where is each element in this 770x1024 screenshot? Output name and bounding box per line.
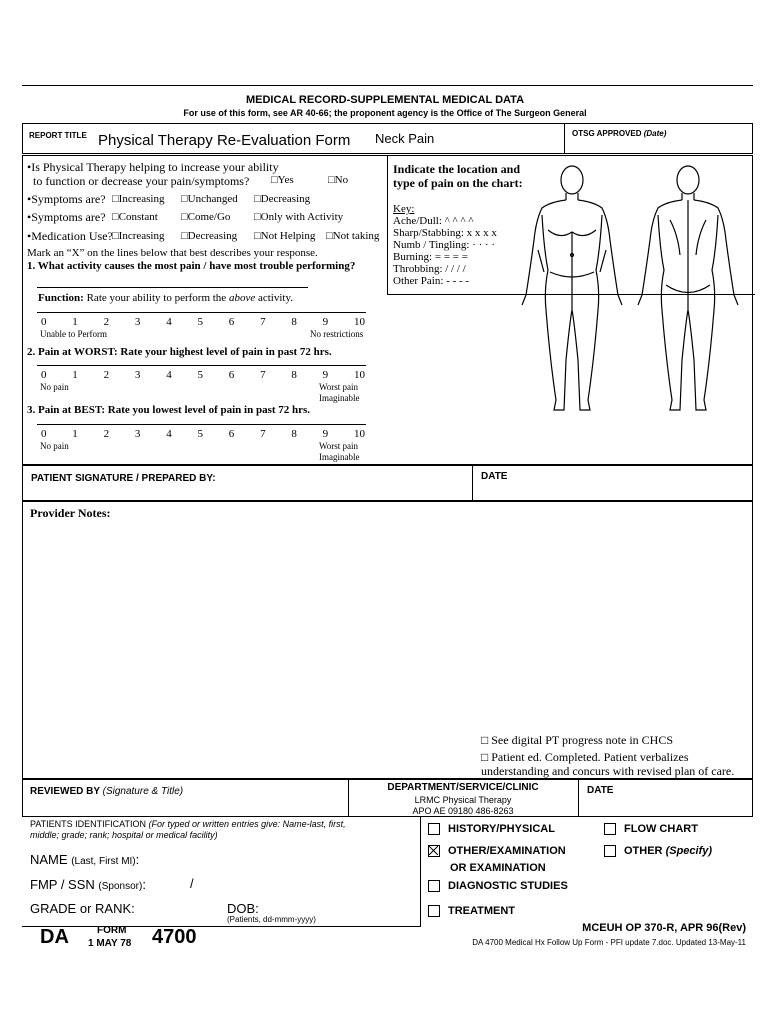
- flow-chart-label: FLOW CHART: [624, 823, 698, 835]
- history-physical-label: HISTORY/PHYSICAL: [448, 823, 555, 835]
- medication-not-helping[interactable]: □Not Helping: [254, 230, 316, 242]
- medication-not-taking[interactable]: □Not taking: [326, 230, 380, 242]
- symptoms-q2: •Symptoms are?: [27, 210, 106, 224]
- history-physical-checkbox[interactable]: [428, 823, 440, 835]
- key-burning: Burning: = = = =: [393, 251, 468, 263]
- question-1: 1. What activity causes the most pain / have most trouble performing?: [27, 260, 356, 272]
- reviewed-by-label: REVIEWED BY (Signature & Title): [30, 786, 184, 797]
- yes-option[interactable]: □Yes: [271, 174, 294, 186]
- patient-id-divider: [420, 817, 421, 927]
- reviewed-divider-2: [578, 779, 579, 817]
- checked-x-icon: [429, 846, 438, 855]
- worst-imaginable: Imaginable: [319, 393, 360, 403]
- treatment-checkbox[interactable]: [428, 905, 440, 917]
- form-label: FORM: [97, 925, 127, 936]
- body-front-figure: [522, 166, 622, 410]
- fmp-ssn-slash: /: [190, 876, 194, 891]
- dob-format: (Patients, dd-mmm-yyyy): [227, 915, 316, 924]
- key-title: Key:: [393, 203, 415, 215]
- worst-no-pain: No pain: [40, 382, 69, 392]
- question-2: 2. Pain at WORST: Rate your highest level of pain in past 72 hrs.: [27, 346, 332, 358]
- no-restrictions: No restrictions: [310, 329, 364, 339]
- symptoms-decreasing[interactable]: □Decreasing: [254, 193, 311, 205]
- key-divider-vertical: [387, 155, 388, 294]
- symptoms-constant[interactable]: □Constant: [112, 211, 158, 223]
- department-name: LRMC Physical Therapy: [414, 795, 512, 805]
- top-rule: [22, 85, 753, 86]
- pt-helping-line1: •Is Physical Therapy helping to increase your ability: [27, 160, 279, 174]
- form-subtitle: For use of this form, see AR 40-66; the proponent agency is the Office of The Surgeon General: [183, 108, 587, 118]
- signature-divider: [472, 465, 473, 501]
- symptoms-unchanged[interactable]: □Unchanged: [181, 193, 238, 205]
- medication-q: •Medication Use?: [27, 229, 113, 243]
- reviewed-date-label: DATE: [587, 785, 614, 796]
- mceuh-label: MCEUH OP 370-R, APR 96(Rev): [582, 922, 746, 934]
- da-label: DA: [40, 926, 69, 948]
- chart-instruction-line1: Indicate the location and: [393, 162, 521, 176]
- function-instruction: Function: Rate your ability to perform the above activity.: [38, 292, 293, 304]
- medication-decreasing[interactable]: □Decreasing: [181, 230, 238, 242]
- body-back-figure: [638, 166, 738, 410]
- department-label: DEPARTMENT/SERVICE/CLINIC: [387, 782, 539, 793]
- report-title-value[interactable]: Physical Therapy Re-Evaluation Form: [98, 132, 351, 149]
- best-worst-pain: Worst pain: [319, 441, 359, 451]
- other-specify-label: OTHER (Specify): [624, 845, 713, 857]
- report-title-label: REPORT TITLE: [29, 131, 87, 140]
- patients-id-note: middle; grade; rank; hospital or medical facility): [30, 830, 218, 840]
- form-number: 4700: [152, 926, 197, 948]
- symptoms-only-activity[interactable]: □Only with Activity: [254, 211, 344, 223]
- grade-rank-field[interactable]: GRADE or RANK:: [30, 901, 135, 916]
- form-date: 1 MAY 78: [88, 938, 132, 949]
- other-specify-checkbox[interactable]: [604, 845, 616, 857]
- diagnostic-studies-label: DIAGNOSTIC STUDIES: [448, 880, 568, 892]
- mark-x-instruction: Mark an “X” on the lines below that best describes your response.: [27, 247, 318, 259]
- condition-value[interactable]: Neck Pain: [375, 131, 435, 146]
- patient-ed-line2: understanding and concurs with revised plan of care.: [481, 764, 735, 778]
- or-examination-label: OR EXAMINATION: [450, 862, 546, 874]
- report-title-divider: [564, 123, 565, 154]
- unable-to-perform: Unable to Perform: [40, 329, 107, 339]
- otsg-approved-label: OTSG APPROVED (Date): [572, 129, 667, 138]
- flow-chart-checkbox[interactable]: [604, 823, 616, 835]
- best-scale: 0 1 2 3 4 5 6 7 8 9 10: [41, 428, 365, 440]
- symptoms-come-go[interactable]: □Come/Go: [181, 211, 231, 223]
- q1-answer-line[interactable]: [37, 287, 308, 288]
- diagnostic-studies-checkbox[interactable]: [428, 880, 440, 892]
- patient-signature-label: PATIENT SIGNATURE / PREPARED BY:: [31, 473, 216, 484]
- chcs-checkbox[interactable]: □ See digital PT progress note in CHCS: [481, 733, 674, 747]
- question-3: 3. Pain at BEST: Rate you lowest level of pain in past 72 hrs.: [27, 404, 311, 416]
- worst-scale-line[interactable]: [37, 365, 366, 366]
- patient-ed-checkbox[interactable]: □ Patient ed. Completed. Patient verbalizes: [481, 750, 689, 764]
- file-note: DA 4700 Medical Hx Follow Up Form - PFI update 7.doc. Updated 13-May-11: [472, 938, 746, 947]
- dob-field[interactable]: DOB:: [227, 901, 259, 916]
- patients-id-label: PATIENTS IDENTIFICATION (For typed or written entries give: Name-last, first,: [30, 819, 346, 829]
- best-no-pain: No pain: [40, 441, 69, 451]
- other-examination-label: OTHER/EXAMINATION: [448, 845, 566, 857]
- symptoms-increasing[interactable]: □Increasing: [112, 193, 165, 205]
- patient-id-bottom-rule: [22, 926, 420, 927]
- key-ache: Ache/Dull: ^ ^ ^ ^: [393, 215, 474, 227]
- chart-instruction-line2: type of pain on the chart:: [393, 176, 523, 190]
- key-throbbing: Throbbing: / / / /: [393, 263, 466, 275]
- fmp-ssn-field[interactable]: FMP / SSN (Sponsor):: [30, 877, 146, 892]
- worst-scale: 0 1 2 3 4 5 6 7 8 9 10: [41, 369, 365, 381]
- best-imaginable: Imaginable: [319, 452, 360, 462]
- form-title: MEDICAL RECORD-SUPPLEMENTAL MEDICAL DATA: [245, 94, 525, 106]
- other-examination-checkbox[interactable]: [428, 845, 440, 857]
- key-numb: Numb / Tingling: · · · ·: [393, 239, 496, 251]
- best-scale-line[interactable]: [37, 424, 366, 425]
- signature-date-label: DATE: [481, 471, 508, 482]
- provider-notes-label: Provider Notes:: [30, 506, 111, 520]
- function-scale: 0 1 2 3 4 5 6 7 8 9 10: [41, 316, 365, 328]
- no-option[interactable]: □No: [328, 174, 349, 186]
- key-other: Other Pain: - - - -: [393, 275, 470, 287]
- body-chart[interactable]: [510, 160, 750, 420]
- treatment-label: TREATMENT: [448, 905, 516, 917]
- key-sharp: Sharp/Stabbing: x x x x: [393, 227, 497, 239]
- medication-increasing[interactable]: □Increasing: [112, 230, 165, 242]
- name-field[interactable]: NAME (Last, First MI):: [30, 852, 140, 867]
- symptoms-q1: •Symptoms are?: [27, 192, 106, 206]
- pt-helping-line2: to function or decrease your pain/symptoms?: [33, 174, 250, 188]
- worst-worst-pain: Worst pain: [319, 382, 359, 392]
- department-address: APO AE 09180 486-8263: [412, 806, 514, 816]
- function-scale-line[interactable]: [37, 312, 366, 313]
